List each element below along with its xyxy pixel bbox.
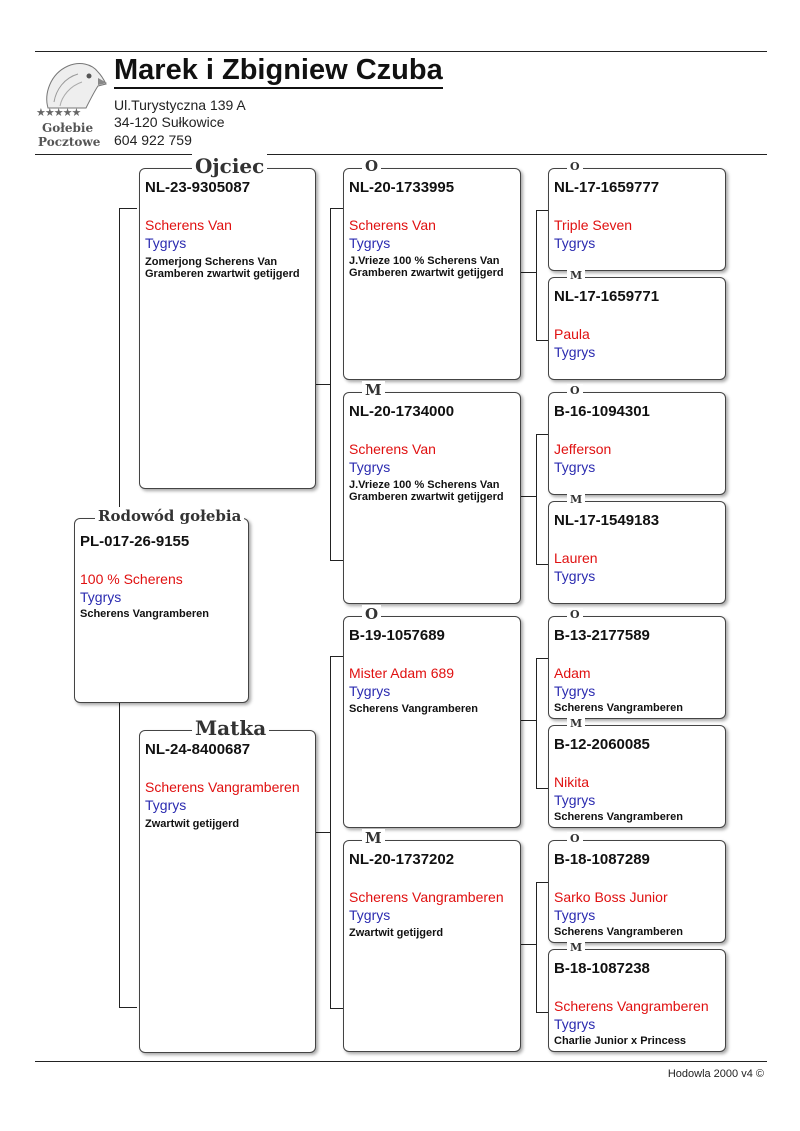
connector-line	[536, 210, 537, 340]
connector-line	[520, 944, 536, 945]
connector-line	[536, 882, 537, 1012]
pigeon-description: Scherens Vangramberen	[349, 703, 479, 715]
ring-number: NL-23-9305087	[145, 179, 251, 196]
pigeon-name: Mister Adam 689	[349, 665, 455, 681]
sex-caption: O	[567, 608, 583, 622]
pigeon-description: Charlie Junior x Princess	[554, 1035, 687, 1047]
grandparent-card	[343, 829, 521, 1052]
subject-card	[74, 507, 249, 703]
grandparent-card	[343, 157, 521, 380]
sex-caption: O	[567, 160, 583, 174]
pigeon-name: Paula	[554, 326, 590, 342]
ring-number: B-16-1094301	[554, 403, 650, 420]
pigeon-color: Tygrys	[554, 459, 596, 475]
mother-caption: Matka	[192, 716, 269, 740]
footer-credit: Hodowla 2000 v4 ©	[667, 1068, 764, 1080]
pigeon-description: Zwartwit getijgerd	[145, 818, 240, 830]
ring-number: NL-17-1659771	[554, 288, 660, 305]
sex-caption: O	[567, 832, 583, 846]
pigeon-color: Tygrys	[554, 344, 596, 360]
great-grandparent-card	[548, 160, 726, 271]
pigeon-color: Tygrys	[554, 907, 596, 923]
pigeon-name: 100 % Scherens	[80, 571, 183, 587]
top-rule	[35, 51, 767, 52]
pigeon-color: Tygrys	[554, 568, 596, 584]
pigeon-color: Tygrys	[80, 589, 122, 605]
pigeon-color: Tygrys	[349, 459, 391, 475]
grandparent-card	[343, 605, 521, 828]
connector-line	[330, 208, 331, 560]
owner-street: Ul.Turystyczna 139 A	[114, 97, 246, 113]
subject-caption: Rodowód gołebia	[95, 507, 244, 525]
logo-text-line1: Gołebie	[42, 121, 94, 135]
pigeon-name: Scherens Vangramberen	[349, 889, 504, 905]
footer-rule	[35, 1061, 767, 1062]
pigeon-description: Scherens Vangramberen	[554, 926, 684, 938]
pigeon-description: J.Vrieze 100 % Scherens Van Gramberen zwartwit getijgerd	[349, 255, 504, 279]
ring-number: NL-24-8400687	[145, 741, 251, 758]
pigeon-color: Tygrys	[349, 235, 391, 251]
sex-caption: O	[567, 384, 583, 398]
pigeon-color: Tygrys	[349, 683, 391, 699]
sex-caption: M	[567, 269, 585, 283]
great-grandparent-card	[548, 717, 726, 828]
connector-line	[330, 208, 343, 209]
great-grandparent-card	[548, 832, 726, 943]
connector-line	[536, 1012, 548, 1013]
ring-number: B-18-1087238	[554, 960, 650, 977]
connector-line	[536, 210, 548, 211]
pigeon-name: Scherens Vangramberen	[554, 998, 709, 1014]
connector-line	[330, 560, 343, 561]
ring-number: B-18-1087289	[554, 851, 650, 868]
connector-line	[536, 788, 548, 789]
pigeon-description: Scherens Vangramberen	[554, 811, 684, 823]
connector-line	[330, 656, 331, 1008]
pigeon-color: Tygrys	[349, 907, 391, 923]
pigeon-color: Tygrys	[554, 683, 596, 699]
pigeon-description: Zwartwit getijgerd	[349, 927, 444, 939]
sex-caption: M	[567, 941, 585, 955]
pigeon-description: Scherens Vangramberen	[80, 608, 210, 620]
pigeon-name: Triple Seven	[554, 217, 633, 233]
connector-line	[520, 272, 536, 273]
pigeon-color: Tygrys	[554, 792, 596, 808]
ring-number: NL-17-1659777	[554, 179, 660, 196]
connector-line	[520, 496, 536, 497]
pigeon-name: Jefferson	[554, 441, 612, 457]
sex-caption: M	[567, 493, 585, 507]
sex-caption: O	[362, 605, 381, 623]
ring-number: B-12-2060085	[554, 736, 650, 753]
ring-number: NL-20-1733995	[349, 179, 455, 196]
owner-city: 34-120 Sułkowice	[114, 114, 225, 130]
owner-phone: 604 922 759	[114, 132, 192, 148]
ring-number: PL-017-26-9155	[80, 533, 190, 550]
connector-line	[315, 832, 330, 833]
connector-line	[119, 208, 137, 209]
sex-caption: O	[362, 157, 381, 175]
ring-number: B-13-2177589	[554, 627, 650, 644]
ring-number: NL-20-1737202	[349, 851, 455, 868]
pigeon-color: Tygrys	[145, 235, 187, 251]
pigeon-name: Scherens Van	[349, 441, 436, 457]
pigeon-name: Adam	[554, 665, 591, 681]
connector-line	[119, 208, 120, 518]
connector-line	[315, 384, 330, 385]
connector-line	[536, 564, 548, 565]
sex-caption: M	[567, 717, 585, 731]
header-rule	[35, 154, 767, 155]
pigeon-name: Lauren	[554, 550, 598, 566]
connector-line	[536, 434, 537, 564]
connector-line	[119, 703, 120, 1007]
father-card	[139, 154, 316, 489]
ring-number: B-19-1057689	[349, 627, 445, 644]
connector-line	[330, 1008, 343, 1009]
ring-number: NL-17-1549183	[554, 512, 660, 529]
sex-caption: M	[362, 381, 385, 399]
ring-number: NL-20-1734000	[349, 403, 455, 420]
logo-stars: ★★★★★	[36, 106, 81, 119]
pigeon-logo	[34, 56, 108, 148]
great-grandparent-card	[548, 269, 726, 380]
logo-text-line2: Pocztowe	[38, 135, 101, 149]
pigeon-description: Zomerjong Scherens Van Gramberen zwartwit getijgerd	[145, 256, 300, 280]
connector-line	[520, 720, 536, 721]
connector-line	[536, 434, 548, 435]
pigeon-color: Tygrys	[554, 1016, 596, 1032]
owner-name: Marek i Zbigniew Czuba	[114, 54, 443, 89]
pigeon-name: Scherens Van	[349, 217, 436, 233]
connector-line	[536, 340, 548, 341]
pigeon-description: Scherens Vangramberen	[554, 702, 684, 714]
pigeon-color: Tygrys	[554, 235, 596, 251]
connector-line	[536, 658, 548, 659]
pigeon-name: Sarko Boss Junior	[554, 889, 668, 905]
great-grandparent-card	[548, 493, 726, 604]
great-grandparent-card	[548, 384, 726, 495]
father-caption: Ojciec	[192, 154, 267, 178]
connector-line	[536, 658, 537, 788]
pigeon-name: Scherens Vangramberen	[145, 779, 300, 795]
grandparent-card	[343, 381, 521, 604]
pigeon-description: J.Vrieze 100 % Scherens Van Gramberen zwartwit getijgerd	[349, 479, 504, 503]
mother-card	[139, 716, 316, 1053]
connector-line	[536, 882, 548, 883]
sex-caption: M	[362, 829, 385, 847]
pigeon-name: Scherens Van	[145, 217, 232, 233]
connector-line	[330, 656, 343, 657]
connector-line	[119, 1007, 137, 1008]
pigeon-name: Nikita	[554, 774, 590, 790]
pigeon-color: Tygrys	[145, 797, 187, 813]
great-grandparent-card	[548, 941, 726, 1052]
great-grandparent-card	[548, 608, 726, 719]
